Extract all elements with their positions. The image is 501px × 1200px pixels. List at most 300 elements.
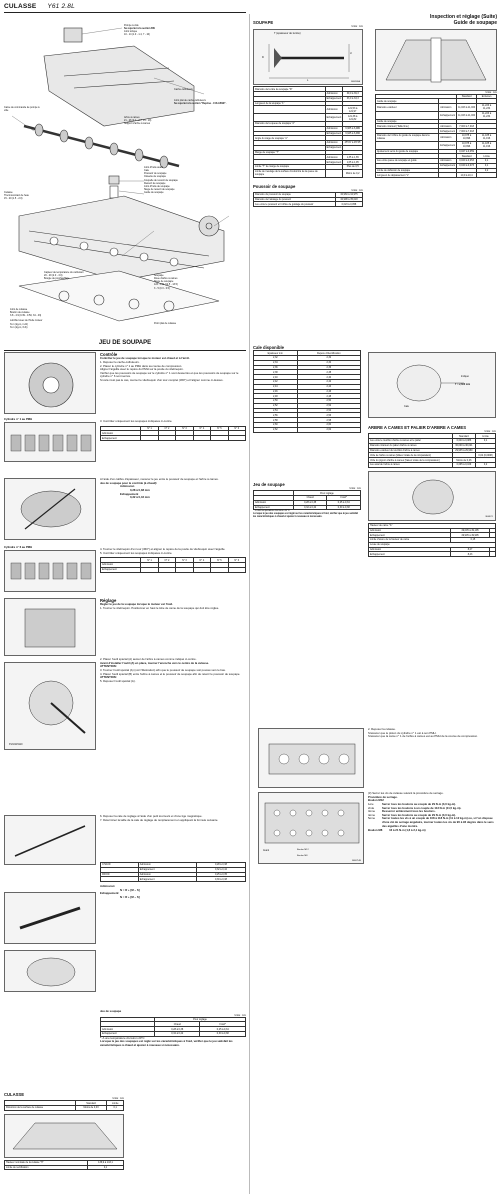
legend-m8: Boulon M8 <box>297 855 308 857</box>
pulley-drawing <box>5 353 96 414</box>
step-text: Serrer tous les boulons au couple de 29 N·m (3,0 kg-m). <box>382 812 456 817</box>
step-number: 3ème <box>368 809 375 814</box>
soupape-table <box>253 86 363 177</box>
engine-exploded-diagram <box>4 16 246 334</box>
cell: 2,50 <box>254 399 298 404</box>
row-value: 33,0 à 33,3 <box>343 96 363 101</box>
step: Avant d'installer l'outil (A) en place, tourner l'encoche vers le centre de la culasse. <box>100 660 209 665</box>
cell: 0,28 à 0,38 <box>155 1027 200 1032</box>
row-label: Diamètre de la tête de soupape "D" <box>254 87 326 92</box>
row-label: Diamètre de l'alésage du poussoir <box>254 197 336 202</box>
table-row <box>376 104 497 112</box>
jeu-mid-note: Lorsque le jeu des soupapes est réglé sur les caractéristiques à froid, vérifier que le jeu satisfait les caractéristiques à chaud et ajuster à nouveau si nécessaire. <box>253 513 359 519</box>
cell: 0,32 à 0,42 <box>155 1031 200 1036</box>
col-head: N° 5 <box>211 426 228 431</box>
callout-text: Soupape <box>154 274 164 277</box>
cell: 2,46 <box>297 389 360 394</box>
row-svc: Limite <box>477 154 497 159</box>
bolt-drawing <box>259 793 364 864</box>
row-std: 10,9 à 10,4 <box>457 173 477 178</box>
col-head: N° 6 <box>228 558 246 563</box>
row-sub: Admission <box>439 159 457 164</box>
callout-came <box>4 106 44 112</box>
bolt-order-figure <box>258 792 364 864</box>
row-label: Diamètre extérieur <box>376 104 439 112</box>
cell: 2,42 <box>254 379 298 384</box>
jeu-mid-title: Jeu de soupape <box>253 482 285 487</box>
cell: 0,25 à 0,34 <box>200 1027 246 1032</box>
step-text: Desserrer entièrement tous les boulons. <box>382 809 436 814</box>
cell: 2,48 <box>297 394 360 399</box>
row-cond: CHAUD <box>101 863 139 868</box>
callout-text: Joint plat de cache-culbuteurs <box>174 99 206 103</box>
chaud-froid-block <box>100 862 246 900</box>
cell: Diamètre intérieur du palier d'arbre à cames <box>369 443 453 448</box>
cell: Limite de rectification <box>5 1165 88 1170</box>
row-sub: Admission <box>325 126 343 131</box>
table-row <box>254 202 363 207</box>
row-label: Limite de meulage de la surface d'extrémité de la queue de soupape <box>254 169 326 177</box>
row-svc: 11,185 à 11,196 <box>477 133 497 141</box>
cell: 2,38 <box>297 370 360 375</box>
step-number: 5ème <box>368 816 375 821</box>
row-label: Limite de déflexion de soupape <box>376 168 439 173</box>
row-value: 39,0 à 39,3 <box>343 92 363 97</box>
callout-stack <box>144 166 244 194</box>
col-head: Limite <box>476 434 496 439</box>
jeu-table-title: Jeu de soupape <box>100 1009 122 1013</box>
spec-adm-label: Admission <box>120 484 135 489</box>
cell: 2,34 <box>297 360 360 365</box>
controle-intro: Contrôler le jeu de soupape lorsque le moteur est chaud et à l'arrêt. <box>100 356 190 361</box>
m8-value: 16 à 21 N·m (1,6 à 2,1 kg-m) <box>389 828 426 833</box>
cell: 29,935 à 29,960 <box>452 448 475 453</box>
table-row <box>254 106 363 114</box>
cell: 2,58 <box>297 418 360 423</box>
row-label: Admission <box>101 431 141 436</box>
callout-text: Culasse <box>4 191 13 194</box>
jeu-note: Lorsque le jeu des soupapes est réglé sur les caractéristiques à froid, vérifier que le jeu satisfait les caractéristiques à chaud et ajuster à nouveau si nécessaire. <box>100 1039 233 1047</box>
step: S'assurer que le piston du cylindre n° 1 est à son PMH. <box>368 730 437 735</box>
callout-soupape <box>154 274 244 290</box>
row-value: 0,32 à 0,42 <box>196 867 245 872</box>
step: 2. Placer le cylindre n° 1 au PMH dans sa course de compression. <box>100 363 183 368</box>
torque-value: 3.8 - 4.9 (0.39 - 0.50, 34 - 43) <box>10 314 42 318</box>
cyl1-table-block <box>100 420 246 441</box>
cyl6-drawing <box>5 551 96 592</box>
callout-arbre <box>124 116 184 125</box>
diagram-legend <box>10 308 110 329</box>
poussoir-title: Poussoir de soupape <box>253 183 296 189</box>
cell: Moins de 0,03 <box>75 1106 107 1111</box>
callout-text: Cache-culbuteurs <box>174 88 193 91</box>
cyl1-title: Cylindre n° 1 au PMH <box>4 417 33 421</box>
step-text: Serrer toutes les vis à un couple de 108 à 118 N·m (11 à 12 kg-m) ou, si l'on dispose d'une clé de serrage angulaire, tourner toutes les vis de 90 à 92 degrés dans le sens des aiguilles d'une montre. <box>382 816 494 828</box>
shim-drawing <box>5 951 96 992</box>
valve-figure <box>253 29 363 85</box>
step: Vérifier que les poussoirs de soupape sur le cylindre n° 1 sont desserrés et que les poussoirs de soupape sur le cylindre n° 6 sont serrés. <box>100 370 239 379</box>
spec-ech-label: Echappement <box>120 491 139 496</box>
row-label: Echappement <box>101 436 141 441</box>
cell <box>141 436 158 441</box>
row-label: Longueur de la soupape "L" <box>254 101 326 106</box>
row-sub: Admission <box>138 872 196 877</box>
col-head: N° 1 <box>141 558 158 563</box>
controle-title: Contrôle <box>100 352 118 357</box>
table-row <box>254 169 363 177</box>
callout-text: Joint d'huile avant <box>144 166 164 169</box>
col-head: N° 5 <box>211 558 228 563</box>
guide-table <box>375 94 497 179</box>
row-value: 6,965 à 6,980 <box>343 126 363 131</box>
shim-figure <box>4 950 96 992</box>
cell: Voile du pignon d'arbre à cames [Valeur totale de la comparaison] <box>369 458 453 463</box>
col-head: N° 1 <box>141 426 158 431</box>
formula-ech-title: Echappement: <box>100 891 120 896</box>
callout-text: Support d'arbre à cames <box>124 122 151 126</box>
guide-drawing <box>376 30 497 91</box>
culasse-unit: Unité : mm <box>112 1097 124 1101</box>
row-label <box>254 114 326 122</box>
tighten-block <box>368 792 496 833</box>
tool-code: KV10115110 <box>9 743 23 746</box>
came-table <box>368 523 496 557</box>
row-sub: Echappement <box>440 164 456 168</box>
part-note: Point plat de culasse <box>154 322 177 325</box>
cell: 2,40 <box>297 375 360 380</box>
cell: Hauteur de came "A" <box>369 523 496 528</box>
cell: 49,005 à 49,195 <box>450 528 489 533</box>
spec-adm-value: 0,28 à 0,38 mm <box>130 487 150 492</box>
col-head: Entretien <box>477 94 497 99</box>
row-svc: 0,1 <box>477 159 497 164</box>
table-row <box>101 877 246 882</box>
row-label: Diamètre de l'orifice du guide de soupape dans la culasse <box>376 133 439 141</box>
row-label: Limite d'usure de la hauteur de came <box>369 538 451 543</box>
cell: Voile de l'arbre à cames [Valeur totale de la comparaison] <box>369 453 453 458</box>
cyl1-figure <box>4 422 96 462</box>
special-tool-figure <box>4 662 96 750</box>
cale-thickness-label: Indiqué <box>461 375 469 378</box>
cell: 2,60 <box>254 422 298 427</box>
callout-text: Ressort de soupape <box>144 181 166 185</box>
torque-value: 15 - 20 (1.5 - 2.0) <box>4 197 23 201</box>
step: Si cela n'est pas le cas, tourner le vilebrequin d'un tour complet (360°) et l'aligner comme ci-dessus. <box>100 378 224 382</box>
fig-label-t: T (épaisseur de la tête) <box>274 32 301 36</box>
step: 2. Reposer la culasse. <box>368 727 396 731</box>
reglage-steps-2 <box>100 815 246 822</box>
cell: 0,1 <box>87 1165 123 1170</box>
soupape-unit: Unité : mm <box>351 25 363 29</box>
row-label <box>254 106 326 114</box>
callout-text: Se reporter à la section BR. <box>124 27 156 31</box>
callout-text: Joint de culasse <box>10 308 28 311</box>
measure-note: A l'aide d'un calibre d'épaisseur, mesurer le jeu entre le poussoir de soupape et l'arbre à cames. <box>100 477 219 481</box>
jeu-mid-unit: Unité : mm <box>349 487 361 491</box>
row-sub: Echappement <box>138 867 196 872</box>
row-svc: 11,185 à 11,196 <box>477 141 497 149</box>
cell: Hauteur nominale de la culasse "H" <box>5 1160 88 1165</box>
step-text: Serrer tous les boulons à un couple de 113 N·m (11,5 kg-m). <box>382 805 462 810</box>
legend-item: N·m (kg-m, ft-lb) <box>10 325 28 329</box>
reglage-figure-1 <box>4 598 96 656</box>
step-number: 1ère <box>368 801 374 806</box>
cell: 2,54 <box>254 408 298 413</box>
inspection-subtitle: Guide de soupape <box>453 20 497 27</box>
row-label: Guide de soupape <box>376 99 439 104</box>
row-sub: Admission <box>439 104 457 112</box>
cyl6-figure <box>4 550 96 592</box>
row-svc: 0,1 <box>477 163 497 168</box>
legend-m12: Boulon M12 <box>297 849 309 851</box>
row-std: 0,027 à 0,059 <box>457 149 477 154</box>
callout-text: Arbre à cames <box>124 116 140 119</box>
cyl6-title: Cylindre n° 6 au PMH <box>4 545 33 549</box>
valve-drawing <box>254 30 363 85</box>
torque-value: 3 - 5 (0.3 - 0.5) <box>154 286 170 290</box>
cell: 2,48 <box>254 394 298 399</box>
cell <box>176 567 193 572</box>
cell: 2,56 <box>254 413 298 418</box>
boulon-m12: Boulon M12 <box>368 798 384 803</box>
row-label <box>376 141 439 149</box>
cyl1-drawing <box>5 423 96 462</box>
cell: 2,46 <box>254 389 298 394</box>
cell: Jeu axial de l'arbre à cames <box>369 462 453 467</box>
callout-text: Poussoir de soupape <box>144 172 167 176</box>
cell: Admission <box>254 500 294 505</box>
row-std: 11,023 à 11,034 <box>457 104 477 112</box>
inspection-section <box>375 14 497 178</box>
cell <box>228 436 246 441</box>
cale-section <box>253 345 361 433</box>
col-head: Pour réglage <box>155 1017 246 1022</box>
step-number: 2nde <box>368 805 375 810</box>
row-sub: Echappement <box>439 141 457 149</box>
cell: 0,28 à 0,38 <box>293 500 327 505</box>
col-head: Epaisseur mm <box>254 351 298 356</box>
row-sub: Echappement <box>326 146 342 150</box>
step: 5. Déposer l'outil spécial (A). <box>100 678 136 683</box>
cale-drawing <box>369 353 496 418</box>
boulon-m8: Boulon M8 <box>368 828 383 833</box>
tighten-list <box>368 803 496 828</box>
row-label: Diamètre du poussoir de soupape <box>254 192 336 197</box>
callout-text: Se reporter à la section "Reprise - CULASSE". <box>174 102 227 106</box>
step: S'assurer que la came n° 1 de l'arbre à cames est au PMH de la course de compression. <box>368 734 478 739</box>
col-head: Chaud <box>293 496 327 501</box>
title-rule <box>4 350 246 351</box>
step: 7. Déterminer la taille de la cale de réglage de remplacement en appliquant la formule suivante. <box>100 817 219 822</box>
table-row <box>369 552 496 557</box>
formula-adm-title: Admission: <box>100 884 116 889</box>
col-head: N° 2 <box>158 426 175 431</box>
cell: 2,56 <box>297 413 360 418</box>
step: 5. Contrôler uniquement les soupapes indiquées ci-contre. <box>100 550 173 555</box>
cell: 8,43 <box>450 552 489 557</box>
header-title: CULASSE <box>4 3 37 10</box>
cell <box>490 552 496 557</box>
cyl1-table <box>100 426 246 441</box>
cale-thickness-value: T = 2,600 mm <box>455 383 471 386</box>
cell: 2,40 <box>254 375 298 380</box>
cell: 0,1 <box>476 439 496 444</box>
reglage-drawing <box>5 599 96 656</box>
row-sub: Admission <box>439 133 457 141</box>
row-sub: Echappement <box>440 129 456 133</box>
jeu-table <box>100 1017 246 1037</box>
step-number: 4ème <box>368 812 375 817</box>
callout-pompe <box>124 24 184 37</box>
cale-figure <box>368 352 496 418</box>
poussoir-table <box>253 192 363 207</box>
row-std: 7,000 à 7,018 <box>457 129 477 134</box>
col-head: N° 4 <box>193 558 210 563</box>
row-label: Angle du siège de soupape "α" <box>254 136 326 141</box>
fig-ref: SEM671 <box>485 516 493 519</box>
row-label: Admission <box>101 563 141 568</box>
row-value: 1,65 à 1,95 <box>343 160 363 165</box>
jeu-mid-table <box>253 490 361 510</box>
cell: 0,30 à 0,38 <box>200 1031 246 1036</box>
cell: 2,36 <box>254 365 298 370</box>
table-row <box>376 141 497 149</box>
step: 6. Déposer la cale de réglage à l'aide d'un petit tournevis et d'une tige magnétique. <box>100 814 203 818</box>
row-cond: FROID <box>101 872 139 877</box>
row-std: Standard <box>457 154 477 159</box>
cell: 2,62 <box>297 427 360 432</box>
hauteur-table <box>4 1160 124 1171</box>
list-item <box>368 817 496 828</box>
row-svc: 11,223 à 11,234 <box>477 104 497 112</box>
row-value: Plus de 0,5 <box>343 164 363 169</box>
attention: ATTENTION: <box>100 664 117 669</box>
cell: Admission <box>369 528 451 533</box>
col-head: Pour réglage <box>293 491 360 496</box>
row-value: Moins de 0,2 <box>343 169 363 177</box>
cell <box>158 436 175 441</box>
soupape-section <box>253 20 363 207</box>
repose-drawing <box>259 729 364 788</box>
arbre-unit: Unité : mm <box>484 430 496 434</box>
cell: 0,095 à 0,169 <box>452 462 475 467</box>
col-head: Froid* <box>200 1022 246 1027</box>
controle-text <box>100 352 246 383</box>
cell: 136,9 à 143,1 <box>87 1160 123 1165</box>
cell: Echappement <box>254 505 294 510</box>
header-model: Y61 2.8L <box>47 3 75 10</box>
fig-label-small-d: d <box>350 52 352 56</box>
cell: Admission <box>101 1027 155 1032</box>
legend-item: N·m (kg-m, in-lb) <box>10 322 28 326</box>
col-head: N° 3 <box>176 558 193 563</box>
row-value: 45°15' à 45°45' <box>344 141 361 145</box>
cell: 49,905 à 49,995 <box>450 533 489 538</box>
cell: 2,60 <box>297 422 360 427</box>
callout-capteur <box>44 271 124 280</box>
cell <box>211 567 228 572</box>
col-head: Standard <box>457 94 477 99</box>
fig-ref: SEM188A <box>350 80 360 83</box>
row-sub: Admission <box>439 124 457 129</box>
cell: Echappement <box>101 1031 155 1036</box>
row-std: 0,040 à 0,073 <box>457 163 477 168</box>
cell: 2,44 <box>297 384 360 389</box>
callout-text: Coupelle de ressort de soupape <box>144 178 178 182</box>
poussoir-unit: Unité : mm <box>351 188 363 192</box>
cell: 2,52 <box>297 403 360 408</box>
row-sub <box>439 173 457 178</box>
formula-ech: N = R + [M − S] <box>120 895 140 899</box>
row-label <box>376 111 439 119</box>
spec-ech-value: 0,32 à 0,42 mm <box>130 495 150 500</box>
callout-text: Pompe à vide <box>124 24 139 27</box>
cell: 0,02 (0,0008) <box>476 453 496 458</box>
culasse-table <box>4 1100 124 1111</box>
cell: 2,58 <box>254 418 298 423</box>
cell: Diamètre extérieur du tourillon d'arbre à cames <box>369 448 453 453</box>
arbre-section <box>368 425 496 557</box>
head-height-figure <box>4 1114 124 1158</box>
row-std: 10,975 à 10,996 <box>457 133 477 141</box>
callout-text: Bougie de préchauffage <box>44 277 70 281</box>
col-head: Standard <box>452 434 475 439</box>
page-header <box>4 3 244 11</box>
cell: Jeu entre le tourillon d'arbre à cames et le palier <box>369 439 453 444</box>
step: 4. Placer l'outil spécial (B) entre l'arbre à cames et le poussoir de soupape afin de retenir le poussoir de soupape. <box>100 671 241 676</box>
table-row <box>369 462 496 467</box>
step: 2. Placer l'outil spécial (A) autour de l'arbre à cames comme indiqué ci-contre. <box>100 657 197 661</box>
fig-label-l: L <box>307 79 309 83</box>
tool-drawing <box>5 663 96 750</box>
cell <box>193 436 210 441</box>
feeler-drawing <box>5 479 96 540</box>
col-head: Chaud <box>155 1022 200 1027</box>
col-head: Froid* <box>327 496 361 501</box>
cell: Moins de 0,26 <box>452 458 475 463</box>
cale-title: Cale disponible <box>253 345 284 350</box>
torque-value: 20 - 29 (2.0 - 3.0) <box>44 274 63 278</box>
cyl6-block <box>4 546 96 592</box>
jeu-footnote: *: A une température d'environ 20°C <box>100 1035 145 1040</box>
callout-text: Boulon de culasse <box>10 311 30 315</box>
micrometer-drawing <box>5 893 96 944</box>
cell: 8,27 <box>450 547 489 552</box>
jeu-table-unit: Unité : mm <box>234 1013 246 1017</box>
repose-text <box>368 728 496 739</box>
row-label: Guide de soupape <box>376 119 439 124</box>
row-value: 0,023 à 0,058 <box>335 202 362 207</box>
row-value: 34,960 à 34,975 <box>335 192 362 197</box>
row-std: 10,975 à 10,996 <box>457 141 477 149</box>
row-std: 0,020 à 0,053 <box>457 159 477 164</box>
row-label: Jeu entre le poussoir et l'orifice de guidage du poussoir <box>254 202 336 207</box>
attention: ATTENTION: <box>100 675 117 680</box>
row-value: 0,28 à 0,38 <box>196 863 245 868</box>
table-row <box>376 111 497 119</box>
table-row <box>254 427 361 432</box>
row-std: 7,000 à 7,018 <box>457 124 477 129</box>
formula-adm: N = R + [M − S] <box>120 887 140 892</box>
pulley-figure <box>4 352 96 414</box>
row-label: Ajustement serré du guide de soupape <box>376 149 439 154</box>
cell: 2,36 <box>297 365 360 370</box>
inspection-unit: Unité : mm <box>485 90 497 94</box>
callout-text: Guide de soupape <box>144 191 164 194</box>
step: Aligner l'aiguille avec le repère du PMH sur la poulie du vilebrequin. <box>100 367 184 372</box>
row-label: Echappement <box>101 567 141 572</box>
culasse-footer <box>4 1092 246 1170</box>
